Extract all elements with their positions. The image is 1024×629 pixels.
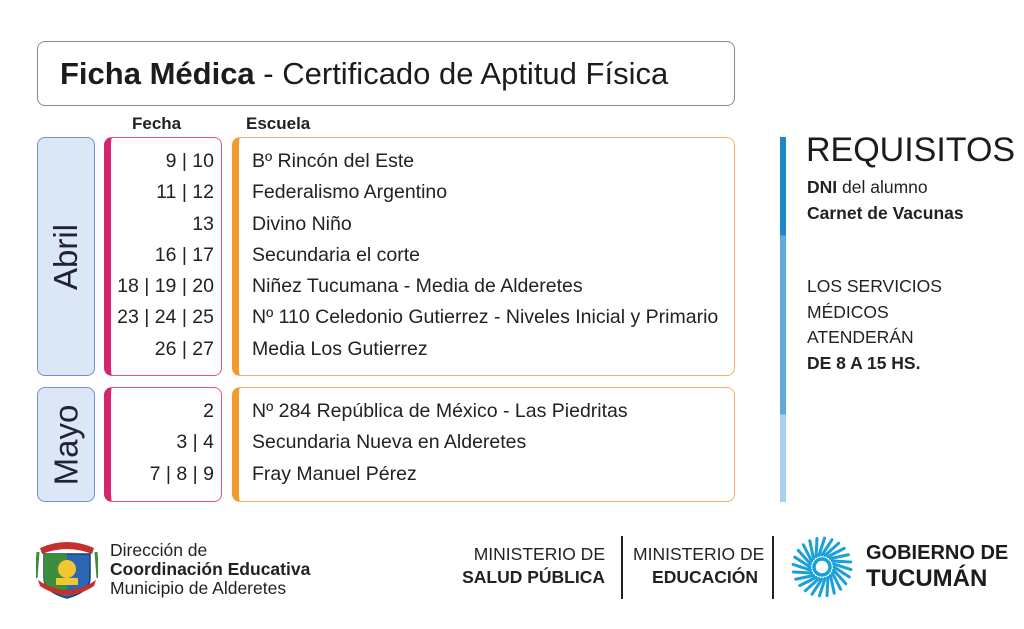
ministry-line-bold: EDUCACIÓN bbox=[652, 567, 758, 587]
gov-line: GOBIERNO DE bbox=[866, 542, 1009, 564]
sun-ray bbox=[827, 577, 828, 595]
date-cell: 18 | 19 | 20 bbox=[117, 275, 214, 298]
date-cell: 9 | 10 bbox=[165, 150, 214, 172]
requirements-title: REQUISITOS bbox=[806, 131, 1016, 169]
muni-line: Dirección de bbox=[110, 540, 208, 560]
municipality-text bbox=[110, 541, 310, 598]
footer-divider bbox=[621, 536, 623, 599]
requirement-dni-bold: DNI bbox=[807, 177, 838, 197]
school-cell: Bº Rincón del Este bbox=[252, 150, 415, 172]
ministry-line-bold: SALUD PÚBLICA bbox=[462, 567, 605, 587]
hours-line: MÉDICOS bbox=[807, 301, 889, 322]
ministry-health bbox=[447, 543, 605, 589]
title-bold: Ficha Médica bbox=[60, 55, 255, 91]
ministry-education bbox=[633, 543, 765, 589]
sun-logo-icon bbox=[790, 535, 854, 599]
month-label-mayo bbox=[37, 387, 95, 502]
schools-box-mayo bbox=[232, 387, 735, 502]
sun-ray bbox=[832, 561, 850, 562]
hours-line: ATENDERÁN bbox=[807, 327, 914, 347]
date-cell: 26 | 27 bbox=[154, 337, 214, 360]
hours-line: LOS SERVICIOS bbox=[807, 276, 942, 296]
school-cell: Secundaria Nueva en Alderetes bbox=[252, 431, 527, 454]
footer-divider bbox=[772, 536, 774, 599]
month-label-abril bbox=[37, 137, 95, 376]
date-cell: 3 | 4 bbox=[176, 431, 214, 454]
requirements-accent-bar bbox=[780, 137, 786, 502]
ministry-line: MINISTERIO DE bbox=[633, 544, 765, 564]
school-cell: Fray Manuel Pérez bbox=[252, 462, 417, 485]
date-cell: 13 bbox=[192, 212, 214, 235]
date-cell: 23 | 24 | 25 bbox=[117, 306, 214, 329]
muni-line: Municipio de Alderetes bbox=[110, 578, 287, 598]
requirement-dni-rest: del alumno bbox=[837, 177, 928, 197]
school-cell: Federalismo Argentino bbox=[252, 181, 448, 204]
hours-line-bold: DE 8 A 15 HS. bbox=[807, 352, 921, 373]
requirement-carnet bbox=[807, 203, 964, 224]
dates-box-abril bbox=[104, 137, 222, 376]
school-cell: Niñez Tucumana - Media de Alderetes bbox=[252, 275, 583, 298]
ministry-line: MINISTERIO DE bbox=[473, 544, 605, 564]
page-title bbox=[37, 41, 735, 106]
gov-line-big: TUCUMÁN bbox=[866, 565, 988, 592]
date-cell: 16 | 17 bbox=[154, 243, 214, 266]
muni-line-bold: Coordinación Educativa bbox=[110, 559, 311, 579]
sun-ray bbox=[816, 538, 817, 556]
schools-box-abril bbox=[232, 137, 735, 376]
month-name: Mayo bbox=[47, 404, 85, 485]
service-hours bbox=[807, 274, 942, 376]
sun-ray bbox=[793, 572, 811, 573]
date-cell: 7 | 8 | 9 bbox=[149, 462, 214, 485]
requirement-dni bbox=[807, 177, 928, 198]
school-cell: Divino Niño bbox=[252, 212, 352, 235]
title-rest: - Certificado de Aptitud Física bbox=[254, 55, 669, 91]
school-cell: Secundaria el corte bbox=[252, 243, 421, 266]
requirement-carnet-text: Carnet de Vacunas bbox=[807, 203, 964, 223]
school-cell: Nº 284 República de México - Las Piedritas bbox=[252, 400, 628, 422]
government-name bbox=[866, 541, 1008, 591]
date-column-header: Fecha bbox=[132, 114, 182, 133]
crest-icon bbox=[36, 534, 98, 600]
school-column-header: Escuela bbox=[246, 114, 311, 133]
school-cell: Media Los Gutierrez bbox=[252, 337, 428, 360]
date-cell: 2 bbox=[203, 400, 214, 422]
dates-box-mayo bbox=[104, 387, 222, 502]
school-cell: Nº 110 Celedonio Gutierrez - Niveles Inicial y Primario bbox=[252, 306, 719, 329]
date-cell: 11 | 12 bbox=[156, 181, 214, 204]
month-name: Abril bbox=[47, 223, 84, 290]
